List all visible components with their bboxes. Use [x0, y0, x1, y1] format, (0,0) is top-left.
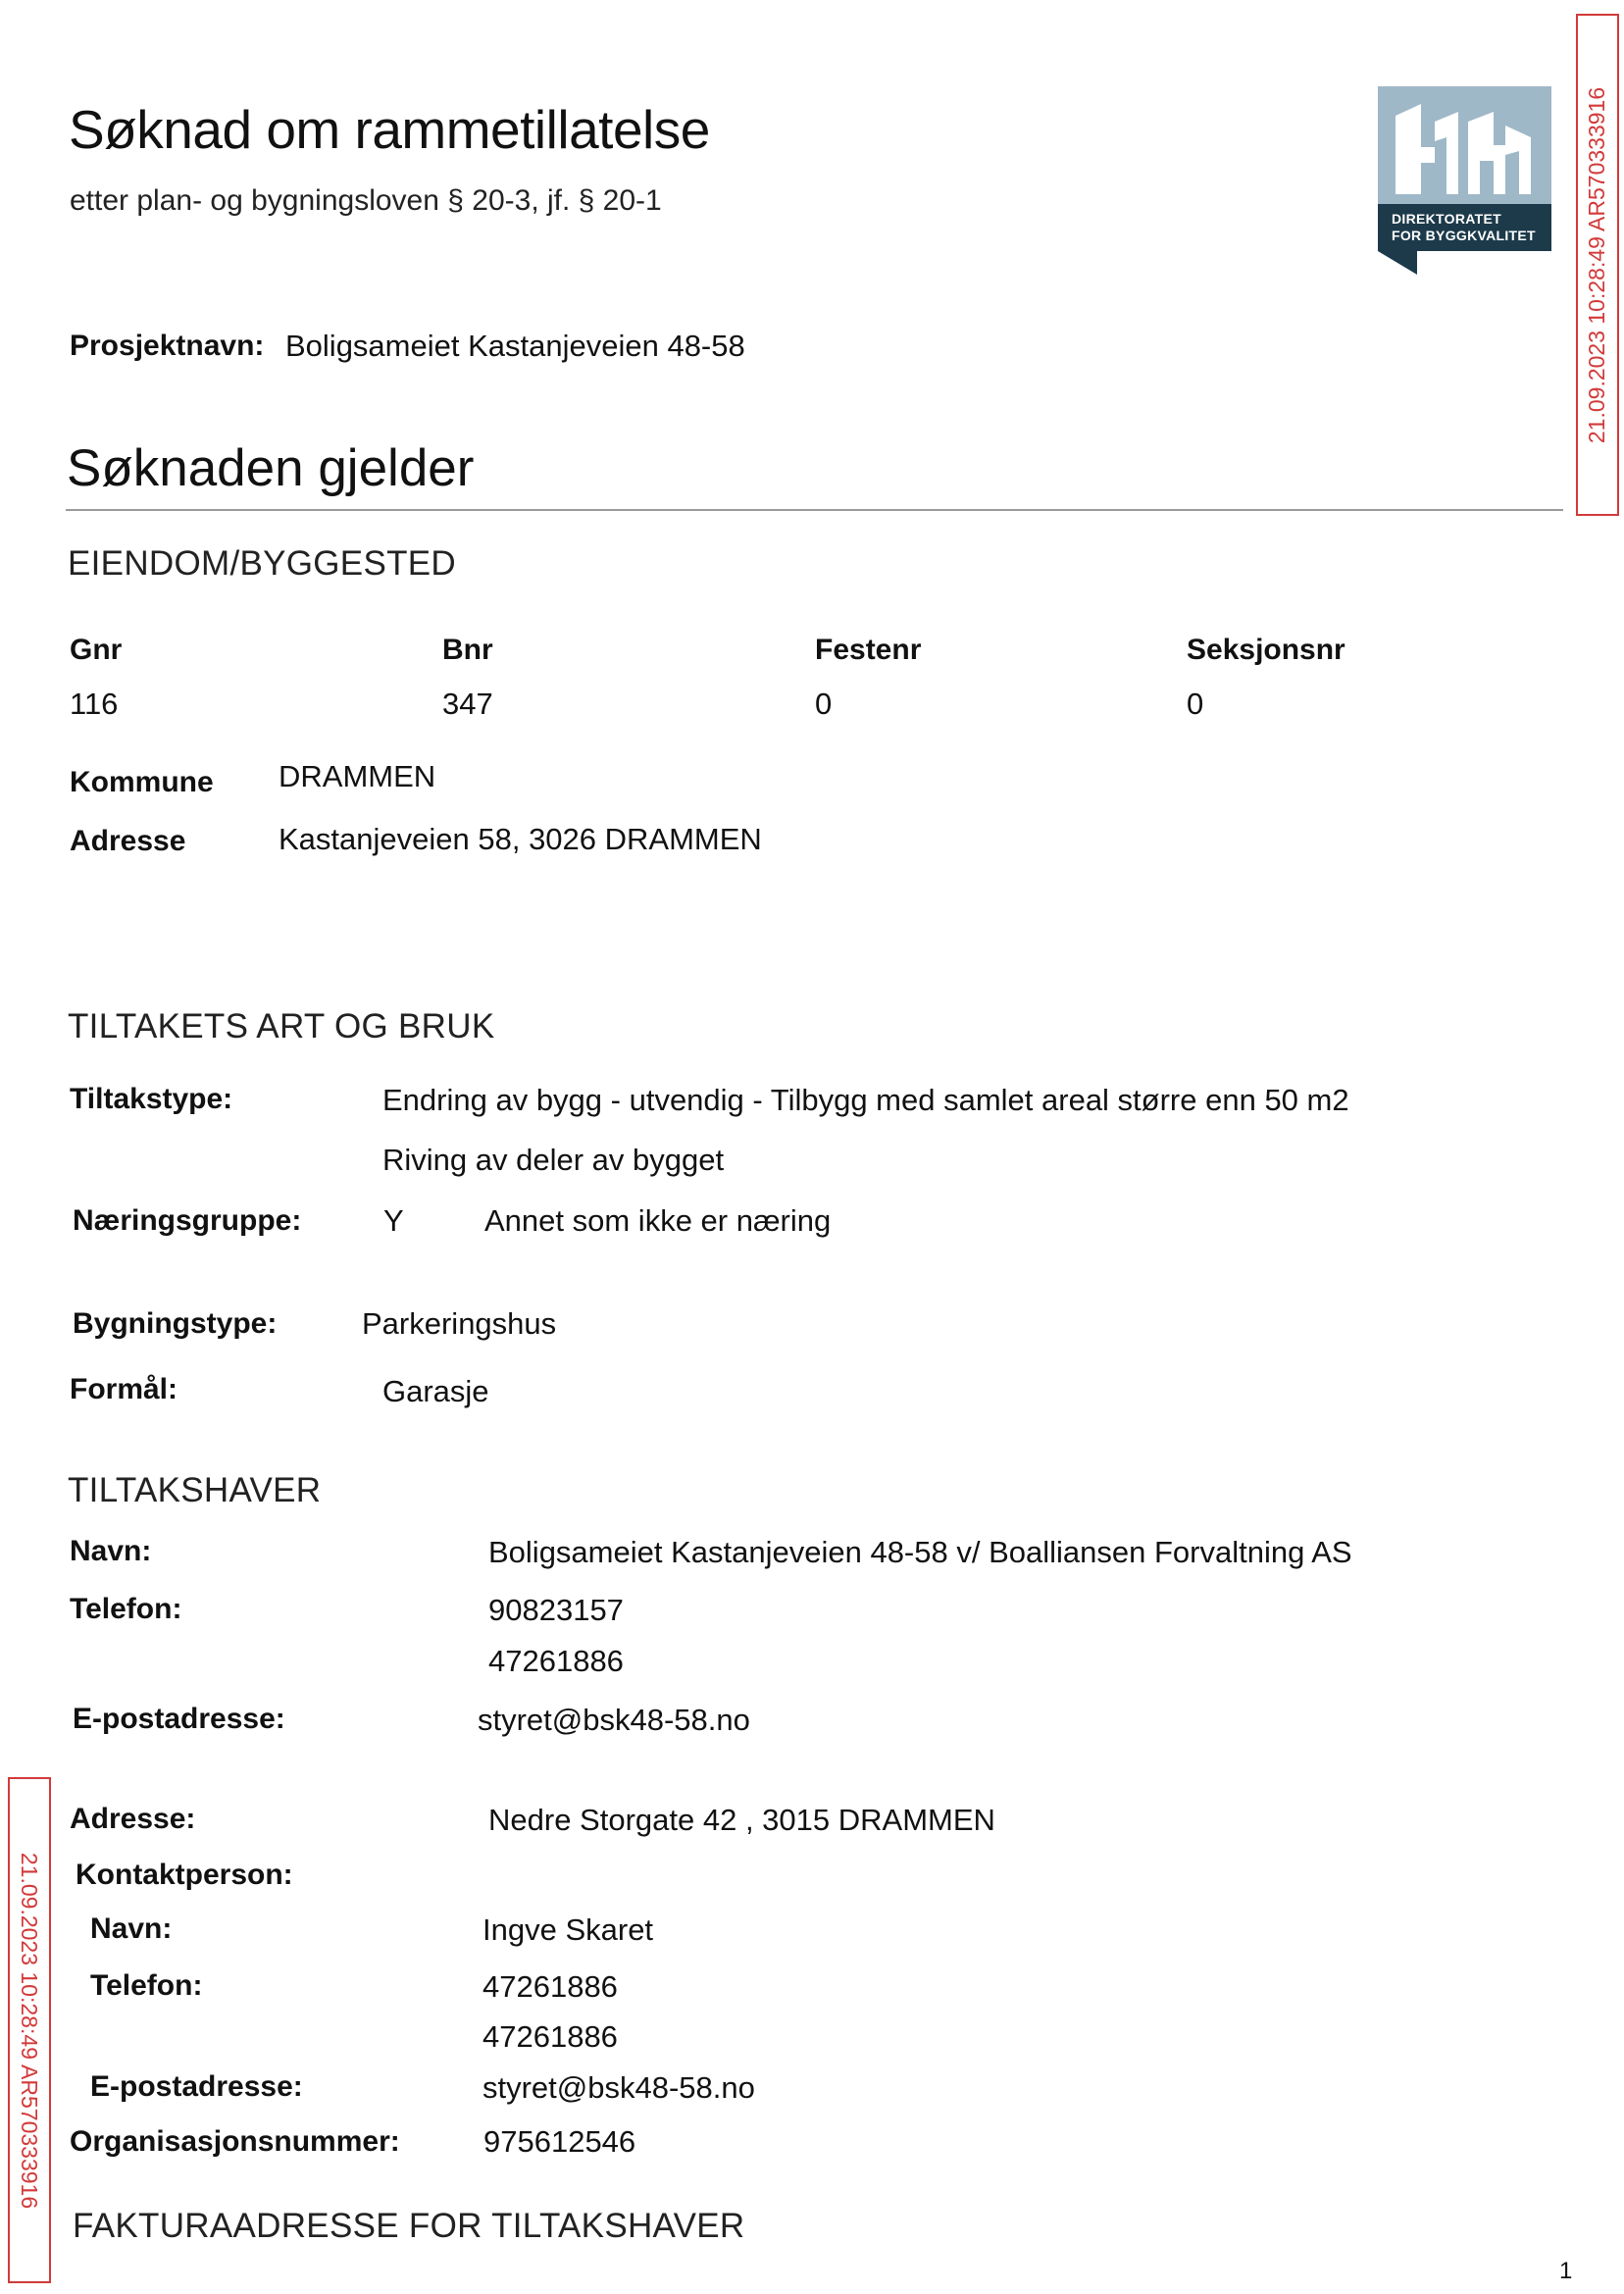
orgnr-value: 975612546	[483, 2124, 636, 2159]
page-number: 1	[1559, 2258, 1573, 2284]
owner-email-label: E-postadresse:	[73, 1703, 285, 1735]
billing-heading: FAKTURAADRESSE FOR TILTAKSHAVER	[73, 2207, 745, 2245]
formal-value: Garasje	[382, 1374, 489, 1408]
owner-email-value: styret@bsk48-58.no	[478, 1703, 750, 1737]
owner-phone-2: 47261886	[488, 1644, 624, 1678]
tiltakstype-value-2: Riving av deler av bygget	[382, 1143, 725, 1177]
tiltakstype-label: Tiltakstype:	[70, 1083, 233, 1115]
owner-address-value: Nedre Storgate 42 , 3015 DRAMMEN	[488, 1803, 995, 1837]
owner-heading: TILTAKSHAVER	[68, 1471, 322, 1509]
bnr-label: Bnr	[442, 634, 493, 666]
naeringsgruppe-value: Annet som ikke er næring	[484, 1203, 832, 1238]
owner-phone-label: Telefon:	[70, 1593, 182, 1625]
measure-heading: TILTAKETS ART OG BRUK	[68, 1007, 495, 1045]
owner-name-label: Navn:	[70, 1535, 152, 1567]
bygningstype-value: Parkeringshus	[362, 1306, 557, 1341]
contact-phone-1: 47261886	[482, 1969, 618, 2004]
project-name-label: Prosjektnavn:	[70, 330, 265, 362]
formal-label: Formål:	[70, 1373, 178, 1405]
contact-email-value: styret@bsk48-58.no	[482, 2070, 755, 2105]
gnr-label: Gnr	[70, 634, 123, 666]
festenr-label: Festenr	[815, 634, 922, 666]
dibk-logo-icon	[1378, 86, 1551, 275]
project-name-value: Boligsameiet Kastanjeveien 48-58	[285, 329, 745, 363]
kommune-label: Kommune	[70, 766, 214, 798]
stamp-text-left: 21.09.2023 10:28:49 AR570333916	[17, 1852, 43, 2209]
document-subtitle: etter plan- og bygningsloven § 20-3, jf. § 20-1	[70, 184, 662, 217]
dibk-logo	[1378, 86, 1551, 275]
owner-phone-1: 90823157	[488, 1593, 624, 1627]
adresse-value: Kastanjeveien 58, 3026 DRAMMEN	[279, 822, 762, 856]
bygningstype-label: Bygningstype:	[73, 1307, 278, 1340]
festenr-value: 0	[815, 687, 833, 721]
owner-address-label: Adresse:	[70, 1803, 196, 1835]
document-title: Søknad om rammetillatelse	[69, 99, 710, 160]
section-divider	[66, 509, 1563, 511]
naeringsgruppe-label: Næringsgruppe:	[73, 1204, 302, 1237]
contact-name-value: Ingve Skaret	[482, 1912, 654, 1947]
logo-text-line1: DIREKTORATET	[1392, 211, 1501, 227]
contact-email-label: E-postadresse:	[90, 2070, 303, 2103]
contact-person-label: Kontaktperson:	[76, 1859, 293, 1891]
contact-name-label: Navn:	[90, 1912, 173, 1945]
archive-stamp-right	[1576, 14, 1619, 516]
naeringsgruppe-code: Y	[383, 1203, 404, 1238]
contact-phone-2: 47261886	[482, 2019, 618, 2054]
contact-phone-label: Telefon:	[90, 1969, 203, 2002]
gnr-value: 116	[70, 687, 119, 721]
bnr-value: 347	[442, 687, 493, 721]
property-heading: EIENDOM/BYGGESTED	[68, 544, 456, 583]
seksjonsnr-value: 0	[1187, 687, 1204, 721]
section-title: Søknaden gjelder	[67, 439, 475, 497]
tiltakstype-value-1: Endring av bygg - utvendig - Tilbygg med samlet areal større enn 50 m2	[382, 1083, 1349, 1117]
seksjonsnr-label: Seksjonsnr	[1187, 634, 1345, 666]
archive-stamp-left	[8, 1777, 51, 2283]
owner-name-value: Boligsameiet Kastanjeveien 48-58 v/ Boalliansen Forvaltning AS	[488, 1535, 1352, 1569]
logo-text-line2: FOR BYGGKVALITET	[1392, 228, 1536, 243]
adresse-label: Adresse	[70, 825, 186, 857]
orgnr-label: Organisasjonsnummer:	[70, 2125, 400, 2158]
stamp-text: 21.09.2023 10:28:49 AR570333916	[1584, 86, 1610, 443]
kommune-value: DRAMMEN	[279, 759, 436, 793]
